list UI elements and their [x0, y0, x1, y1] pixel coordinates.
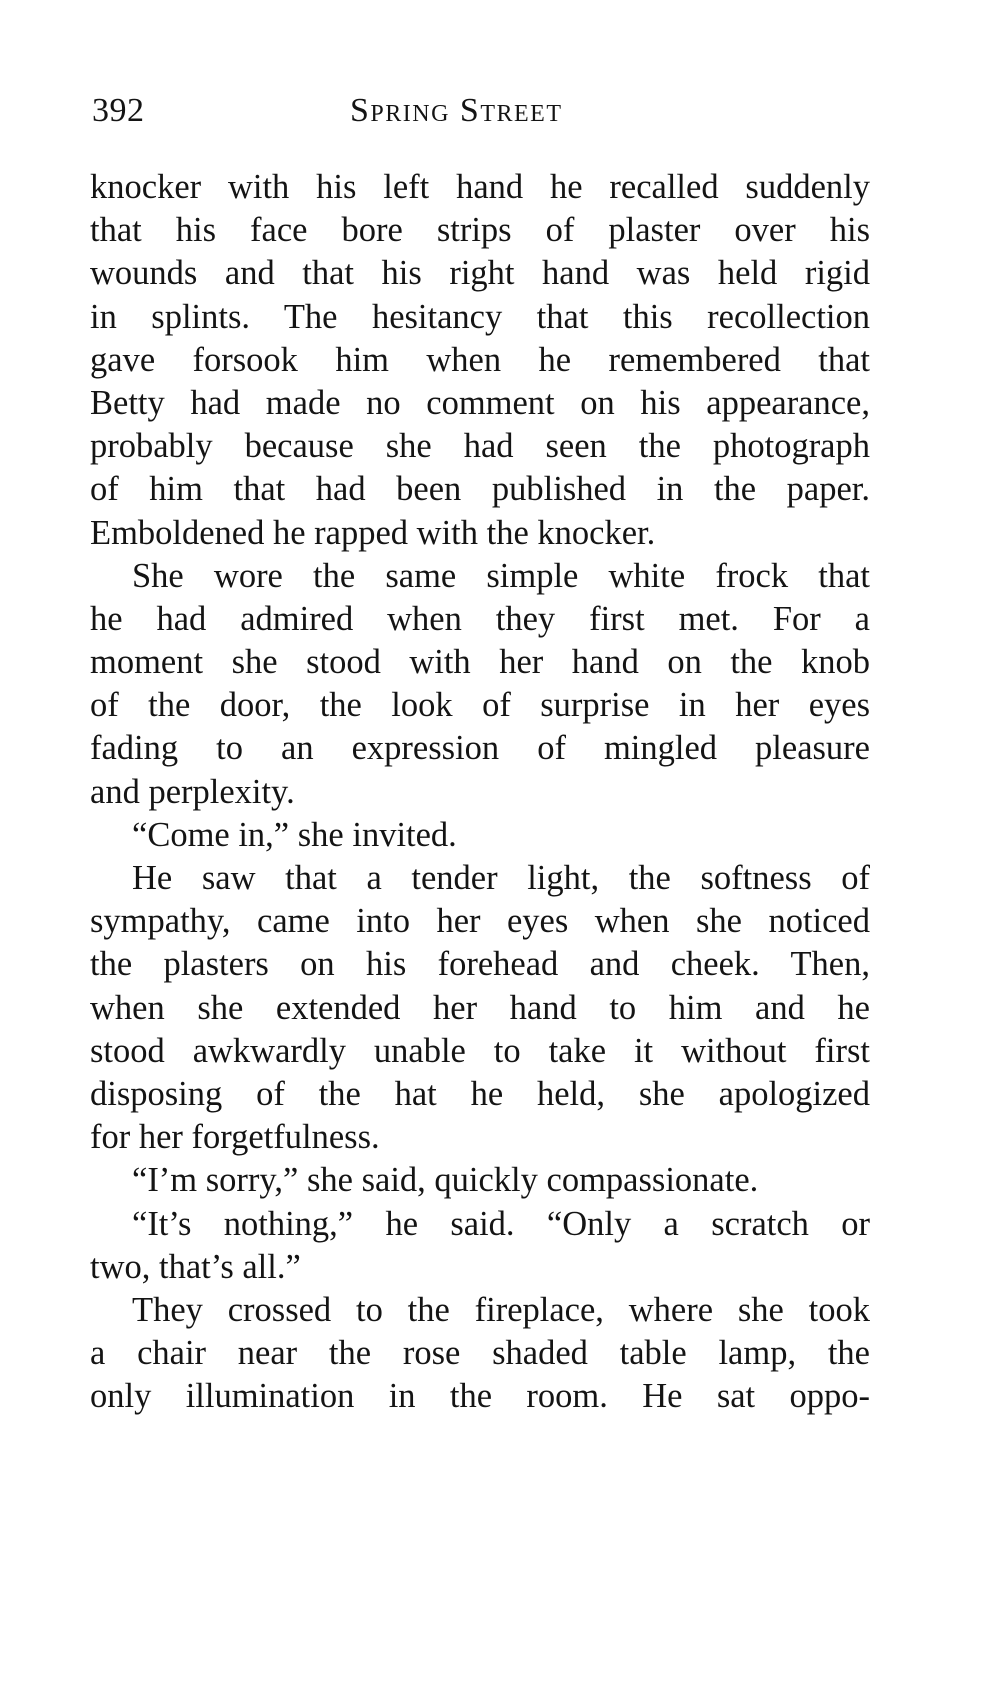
text-line: he had admired when they first met. For a	[90, 599, 870, 638]
text-line: probably because she had seen the photograph	[90, 427, 870, 466]
text-line: gave forsook him when he remembered that	[90, 340, 870, 379]
page-header	[92, 86, 872, 136]
text-line: in splints. The hesitancy that this recollection	[90, 297, 870, 336]
body-text	[90, 166, 870, 1418]
text-line: “I’m sorry,” she said, quickly compassionate.	[132, 1161, 759, 1200]
text-line: knocker with his left hand he recalled suddenly	[90, 168, 870, 206]
text-line: wounds and that his right hand was held rigid	[90, 254, 870, 293]
text-line: He saw that a tender light, the softness of	[132, 859, 870, 897]
text-line: fading to an expression of mingled pleasure	[90, 729, 870, 768]
text-line: “It’s nothing,” he said. “Only a scratch or	[132, 1204, 870, 1243]
text-line: a chair near the rose shaded table lamp, the	[90, 1334, 870, 1373]
text-line: of him that had been published in the paper.	[90, 470, 870, 509]
text-line: stood awkwardly unable to take it without first	[90, 1031, 870, 1070]
text-line: They crossed to the fireplace, where she took	[132, 1290, 870, 1329]
text-line: and perplexity.	[90, 772, 295, 811]
text-line: She wore the same simple white frock that	[132, 556, 870, 595]
text-line: moment she stood with her hand on the knob	[90, 643, 870, 682]
text-line: when she extended her hand to him and he	[90, 988, 870, 1027]
text-line: Emboldened he rapped with the knocker.	[90, 513, 656, 552]
text-line: sympathy, came into her eyes when she noticed	[90, 902, 870, 941]
text-line: disposing of the hat he held, she apologized	[90, 1074, 870, 1113]
text-line: “Come in,” she invited.	[132, 815, 457, 854]
text-line: that his face bore strips of plaster over his	[90, 211, 870, 250]
page-number: 392	[92, 92, 145, 129]
text-line: Betty had made no comment on his appearance,	[90, 383, 870, 422]
text-line: two, that’s all.”	[90, 1247, 301, 1286]
text-line: for her forgetfulness.	[90, 1118, 380, 1157]
text-line: the plasters on his forehead and cheek. Then,	[90, 945, 870, 984]
text-line: only illumination in the room. He sat oppo-	[90, 1377, 870, 1416]
text-line: of the door, the look of surprise in her eyes	[90, 686, 870, 725]
running-title: Spring Street	[350, 92, 563, 129]
